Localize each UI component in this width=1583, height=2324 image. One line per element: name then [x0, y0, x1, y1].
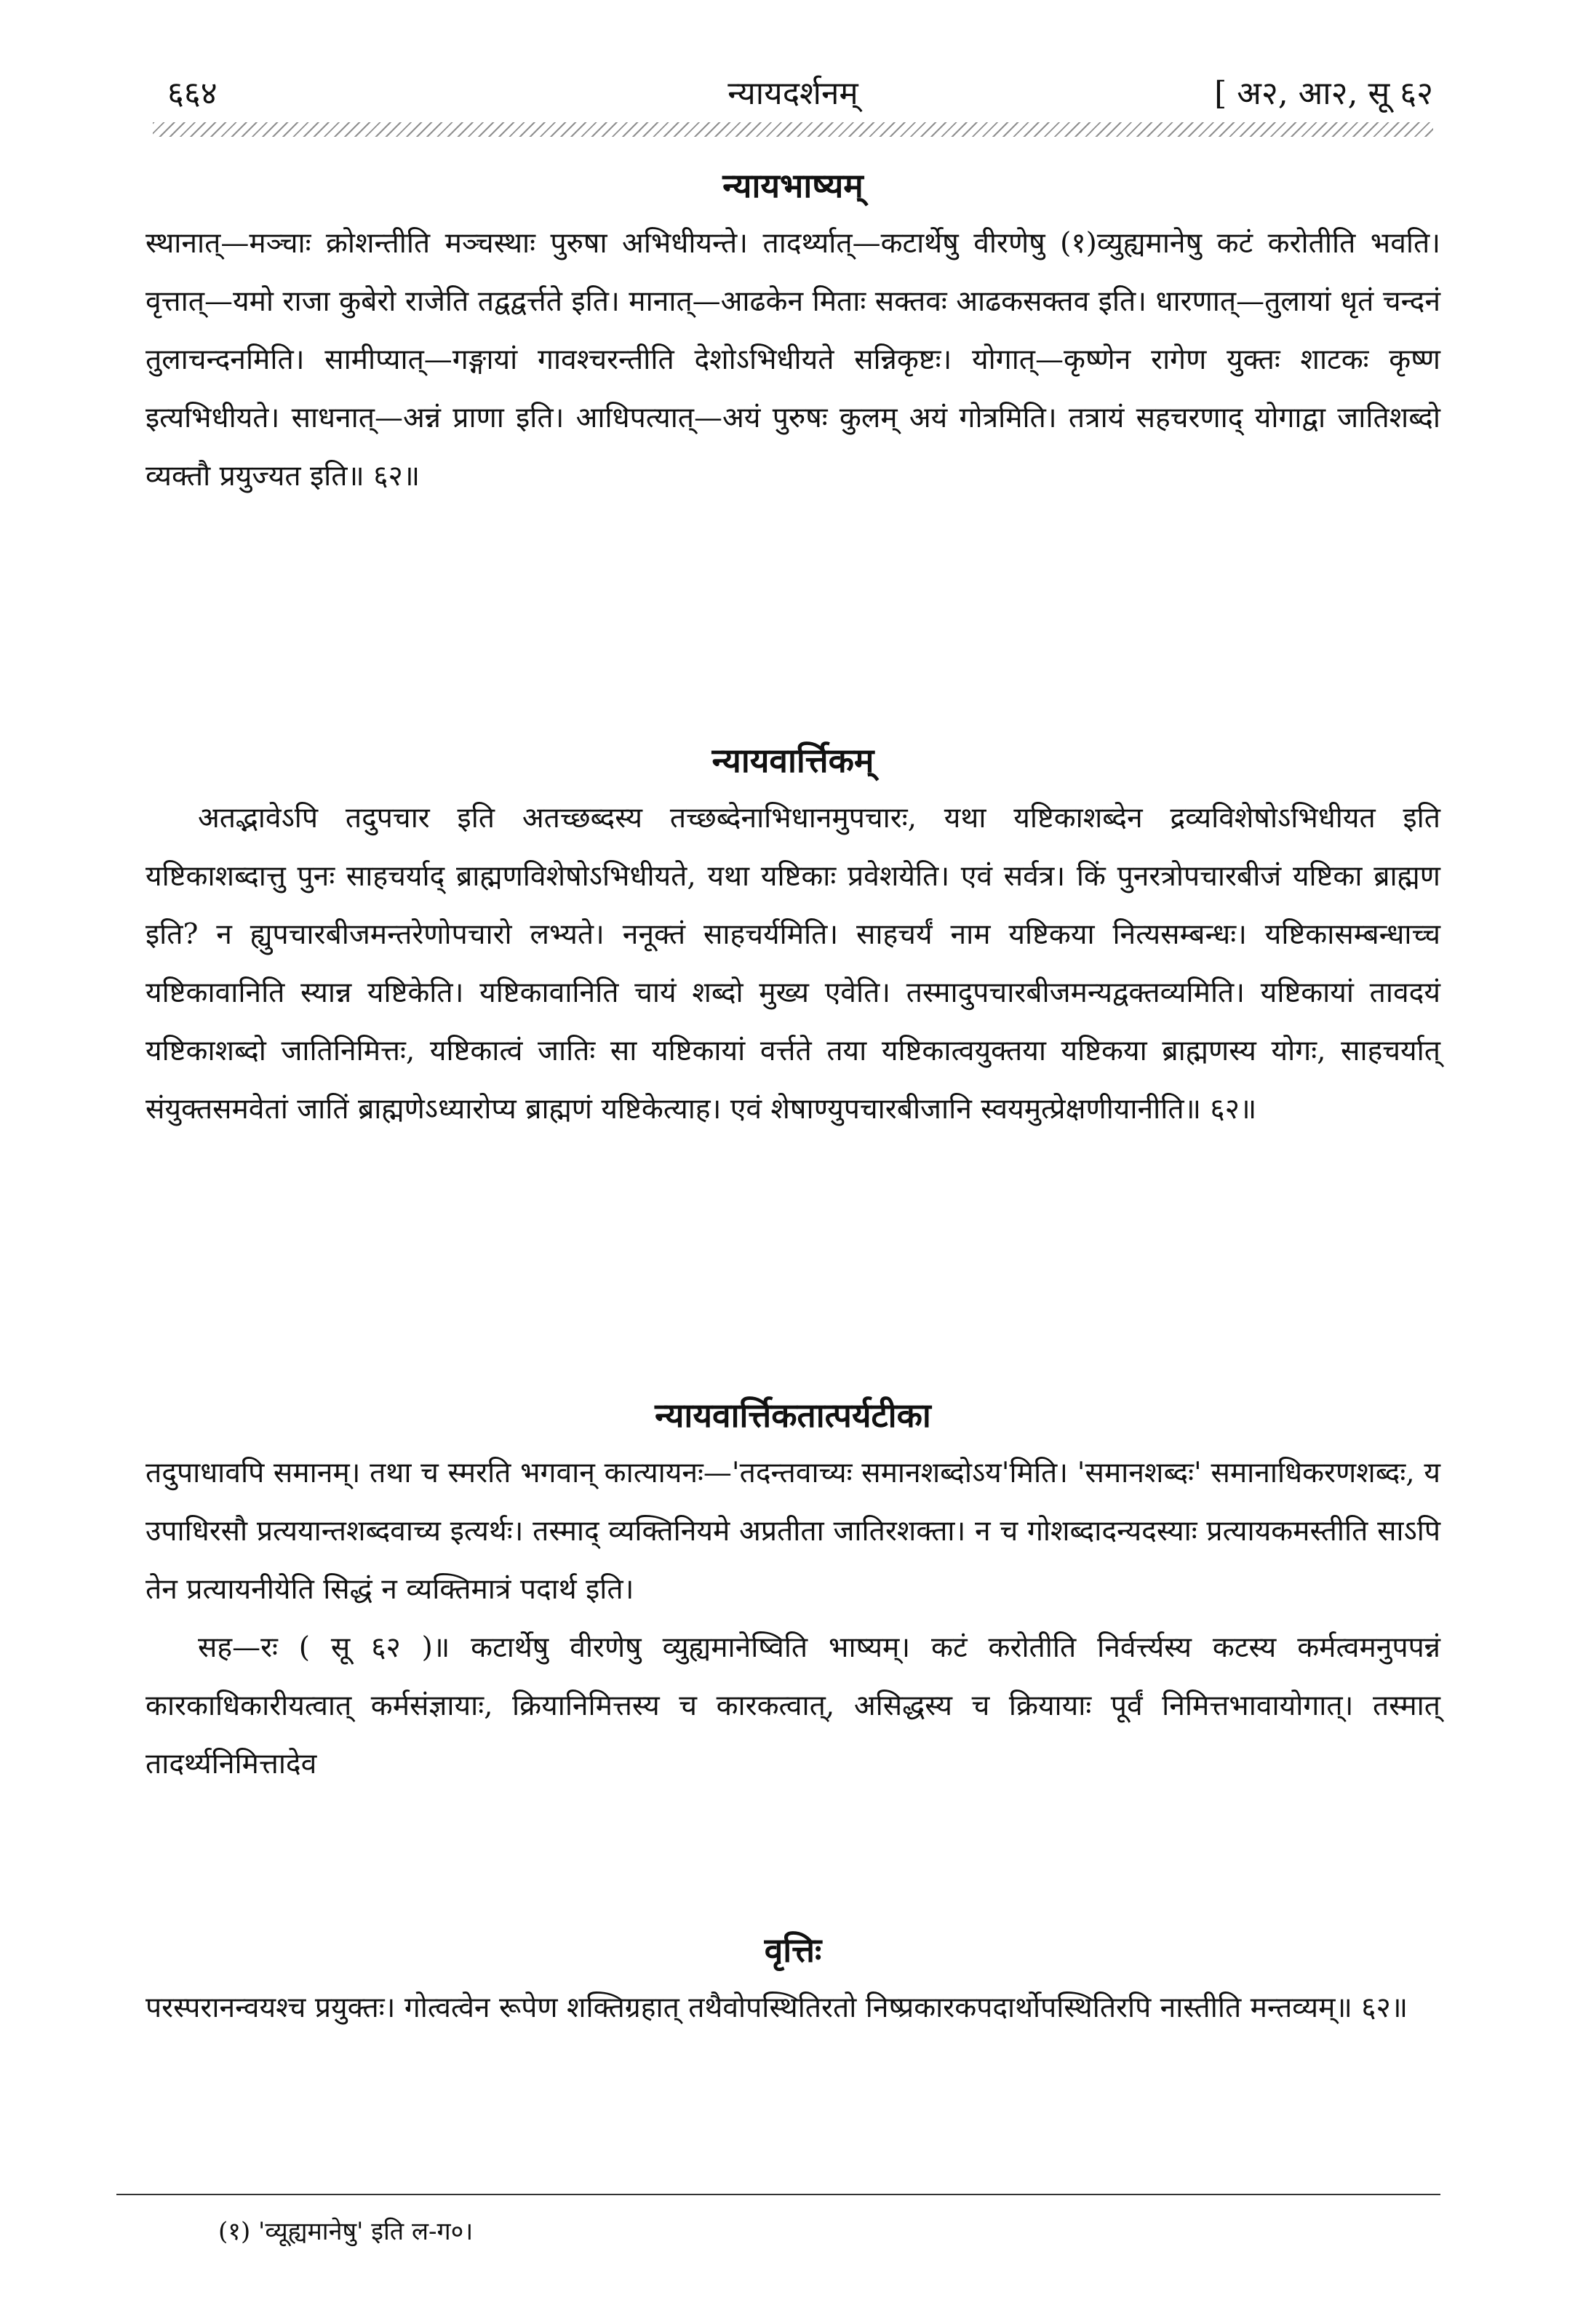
section-heading: न्यायवार्त्तिकम् [711, 741, 874, 780]
section-text: तदुपाधावपि समानम्। तथा च स्मरति भगवान् कात्यायनः—'तदन्तवाच्यः समानशब्दोऽय'मिति। 'समानशब्दः' समानाधिकरणशब्दः, य उपाधिरसौ प्रत्ययान्तशब्दवाच्य इत्यर्थः। तस्माद् व्यक्तिनियमे अप्रतीता जातिरशक्ता। न च गोशब्दादन्यदस्याः प्रत्यायकमस्तीति साऽपि तेन प्रत्यायनीयेति सिद्धं न व्यक्तिमात्रं पदार्थ इति। [145, 1457, 1440, 1606]
section-vritti [145, 1921, 1440, 2037]
section-text: परस्परानन्वयश्च प्रयुक्तः। गोत्वत्वेन रूपेण शक्तिग्रहात् तथैवोपस्थितिरतो निष्प्रकारकपदार्थोपस्थितिरपि नास्तीति मन्तव्यम्॥ ६२॥ [145, 1991, 1408, 2024]
section-reference: [ अ२, आ२, सू ६२ [1214, 75, 1433, 112]
section-text: अतद्भावेऽपि तदुपचार इति अतच्छब्दस्य तच्छब्देनाभिधानमुपचारः, यथा यष्टिकाशब्देन द्रव्यविशेषोऽभिधीयत इति यष्टिकाशब्दात्तु पुनः साहचर्याद् ब्राह्मणविशेषोऽभिधीयते, यथा यष्टिकाः प्रवेशयेति। एवं सर्वत्र। किं पुनरत्रोपचारबीजं यष्टिका ब्राह्मण इति? न ह्युपचारबीजमन्तरेणोपचारो लभ्यते। ननूक्तं साहचर्यमिति। साहचर्यं नाम यष्टिकया नित्यसम्बन्धः। यष्टिकासम्बन्धाच्च यष्टिकावानिति स्यान्न यष्टिकेति। यष्टिकावानिति चायं शब्दो मुख्य एवेति। तस्मादुपचारबीजमन्यद्वक्तव्यमिति। यष्टिकायां तावदयं यष्टिकाशब्दो जातिनिमित्तः, यष्टिकात्वं जातिः सा यष्टिकायां वर्त्तते तया यष्टिकात्वयुक्तया यष्टिकया ब्राह्मणस्य योगः, साहचर्यात् संयुक्तसमवेतां जातिं ब्राह्मणेऽध्यारोप्य ब्राह्मणं यष्टिकेत्याह। एवं शेषाण्युपचारबीजानि स्वयमुत्प्रेक्षणीयानीति॥ ६२॥ [145, 802, 1440, 1126]
footnote: (१) 'व्यूह्यमानेषु' इति ल-ग०। [218, 2217, 474, 2246]
footnote-divider [116, 2194, 1440, 2195]
running-head [153, 64, 1433, 115]
running-title: न्यायदर्शनम् [727, 75, 858, 112]
section-heading: वृत्तिः [764, 1930, 822, 1970]
header-wavy-rule [153, 122, 1433, 137]
section-text-continued: सह—रः ( सू ६२ )॥ कटार्थेषु वीरणेषु व्युह्यमानेष्विति भाष्यम्। कटं करोतीति निर्वर्त्त्यस्य कटस्य कर्मत्वमनुपपन्नं कारकाधिकारीयत्वात् कर्मसंज्ञायाः, क्रियानिमित्तस्य च कारकत्वात्, असिद्धस्य च क्रियायाः पूर्वं निमित्तभावायोगात्। तस्मात् तादर्थ्यनिमित्तादेव [145, 1631, 1440, 1780]
section-nyaya-varttika [145, 731, 1440, 1139]
section-nyaya-bhashya [145, 156, 1440, 506]
section-text: स्थानात्—मञ्चाः क्रोशन्तीति मञ्चस्थाः पुरुषा अभिधीयन्ते। तादर्थ्यात्—कटार्थेषु वीरणेषु (१)व्युह्यमानेषु कटं करोतीति भवति। वृत्तात्—यमो राजा कुबेरो राजेति तद्वद्वर्त्तते इति। मानात्—आढकेन मिताः सक्तवः आढकसक्तव इति। धारणात्—तुलायां धृतं चन्दनं तुलाचन्दनमिति। सामीप्यात्—गङ्गायां गावश्चरन्तीति देशोऽभिधीयते सन्निकृष्टः। योगात्—कृष्णेन रागेण युक्तः शाटकः कृष्ण इत्यभिधीयते। साधनात्—अन्नं प्राणा इति। आधिपत्यात्—अयं पुरुषः कुलम् अयं गोत्रमिति। तत्रायं सहचरणाद् योगाद्वा जातिशब्दो व्यक्तौ प्रयुज्यत इति॥ ६२॥ [145, 227, 1440, 493]
section-heading: न्यायभाष्यम् [722, 166, 864, 205]
page-number: ६६४ [167, 75, 218, 112]
section-tatparya-tika [145, 1386, 1440, 1794]
section-heading: न्यायवार्त्तिकतात्पर्यटीका [655, 1396, 931, 1435]
